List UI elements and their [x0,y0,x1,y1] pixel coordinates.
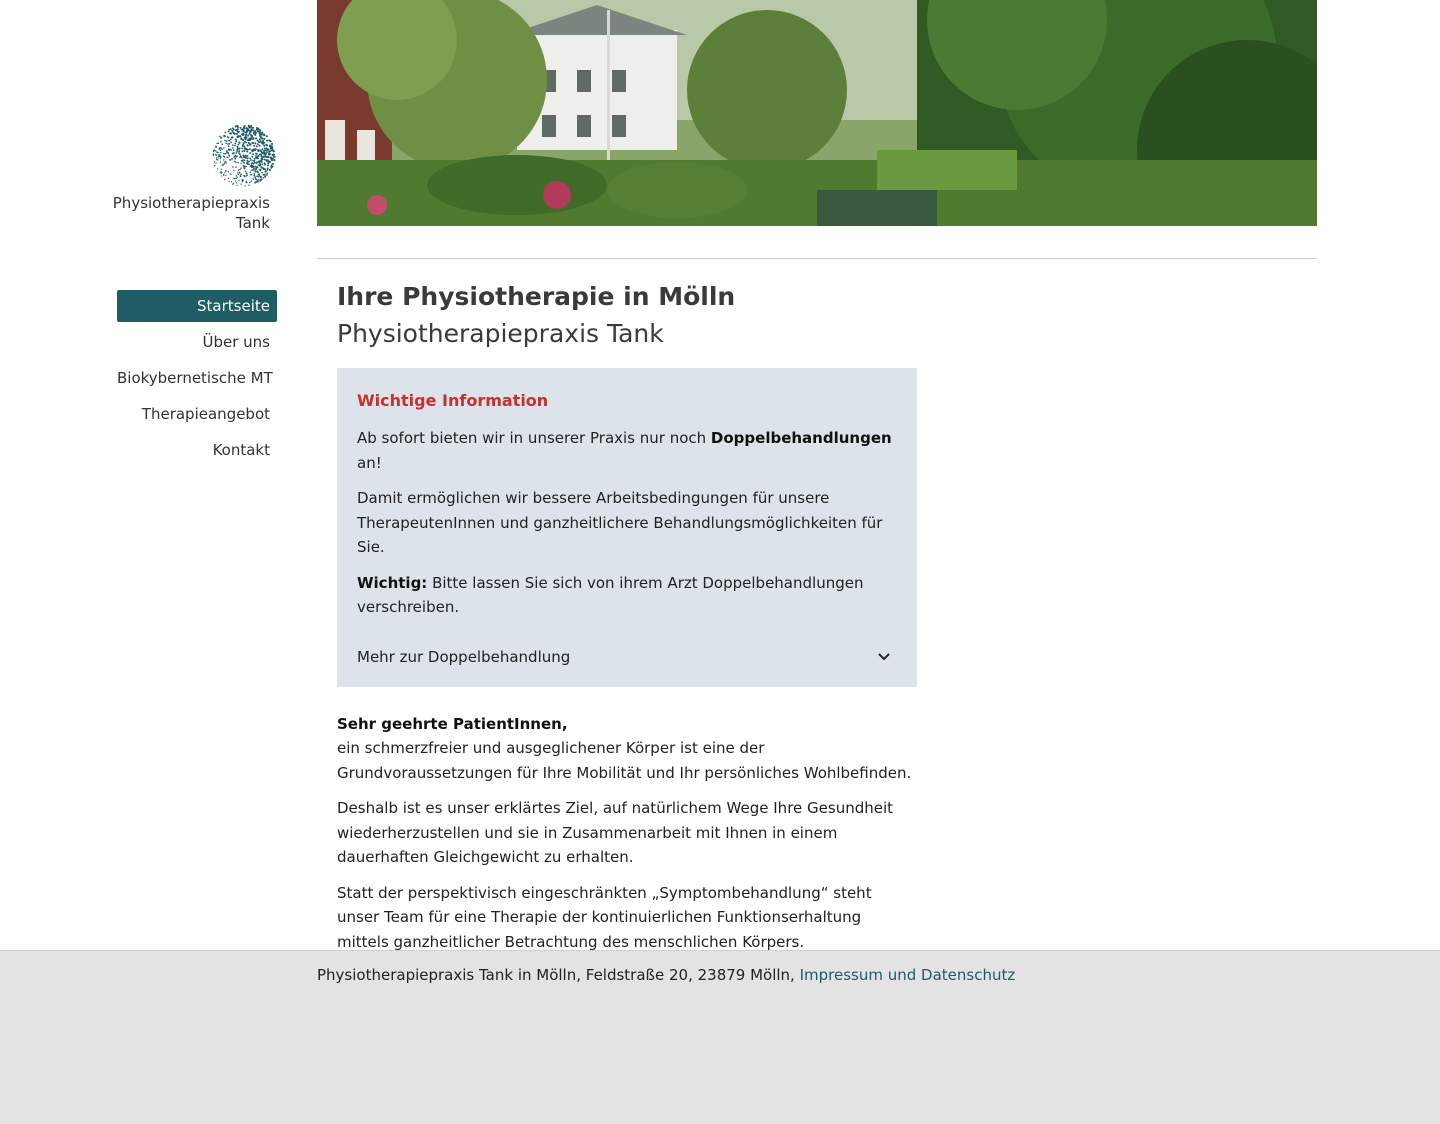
impressum-link[interactable]: Impressum und Datenschutz [799,966,1016,984]
page-title: Ihre Physiotherapie in Mölln [337,282,736,311]
main-navigation [117,290,277,470]
dotted-circle-logo[interactable] [212,124,276,188]
greeting: Sehr geehrte PatientInnen, [337,714,568,733]
nav-item-biokybernetische-mt[interactable]: Biokybernetische MT [117,369,273,387]
accordion-label: Mehr zur Doppelbehandlung [357,647,571,666]
brand-line-1: Physiotherapiepraxis [112,194,270,212]
chevron-down-icon [877,650,891,664]
brand-line-2: Tank [235,214,270,232]
hero-image [317,0,1317,226]
content-divider [317,258,1317,259]
info-paragraph-1 [357,426,897,475]
intro-p1-text: ein schmerzfreier und ausgeglichener Körper ist eine der Grundvoraussetzungen für Ihre Mobilität und Ihr persönliches Wohlbefinden. [337,739,912,782]
intro-paragraph-1 [337,712,917,786]
footer-address [317,963,1015,987]
accordion-doppelbehandlung[interactable] [357,631,897,683]
nav-item-kontakt[interactable]: Kontakt [212,441,270,459]
brand-name[interactable] [90,193,270,233]
nav-item-startseite[interactable]: Startseite [117,290,277,322]
nav-item-therapieangebot[interactable]: Therapieangebot [141,405,270,423]
info-p1-bold: Doppelbehandlungen [710,429,892,447]
page-subtitle: Physiotherapiepraxis Tank [337,319,664,348]
main-content [337,280,917,965]
footer-text: Physiotherapiepraxis Tank in Mölln, Feldstraße 20, 23879 Mölln, [317,966,800,984]
info-box [337,368,917,687]
info-heading: Wichtige Information [357,391,549,410]
nav-item-ueber-uns[interactable]: Über uns [202,333,270,351]
info-p1-end: an! [357,453,382,472]
info-p1-text: Ab sofort bieten wir in unserer Praxis nur noch [357,429,711,447]
intro-paragraph-2: Deshalb ist es unser erklärtes Ziel, auf natürlichem Wege Ihre Gesundheit wiederherzustellen und sie in Zusammenarbeit mit Ihnen in einem dauerhaften Gleichgewicht zu erhalten. [337,799,894,866]
info-paragraph-3 [357,571,897,620]
info-p3-text: Bitte lassen Sie sich von ihrem Arzt Doppelbehandlungen verschreiben. [357,573,864,616]
intro-text [337,712,917,955]
info-p3-bold: Wichtig: [357,573,428,592]
footer [0,950,1440,1124]
info-paragraph-2: Damit ermöglichen wir bessere Arbeitsbedingungen für unsere TherapeutenInnen und ganzheitlichere Behandlungsmöglichkeiten für Sie. [357,489,883,556]
intro-paragraph-3: Statt der perspektivisch eingeschränkten „Symptombehandlung“ steht unser Team für eine Therapie der kontinuierlichen Funktionserhaltung mittels ganzheitlicher Betrachtung des menschlichen Körpers. [337,883,872,951]
